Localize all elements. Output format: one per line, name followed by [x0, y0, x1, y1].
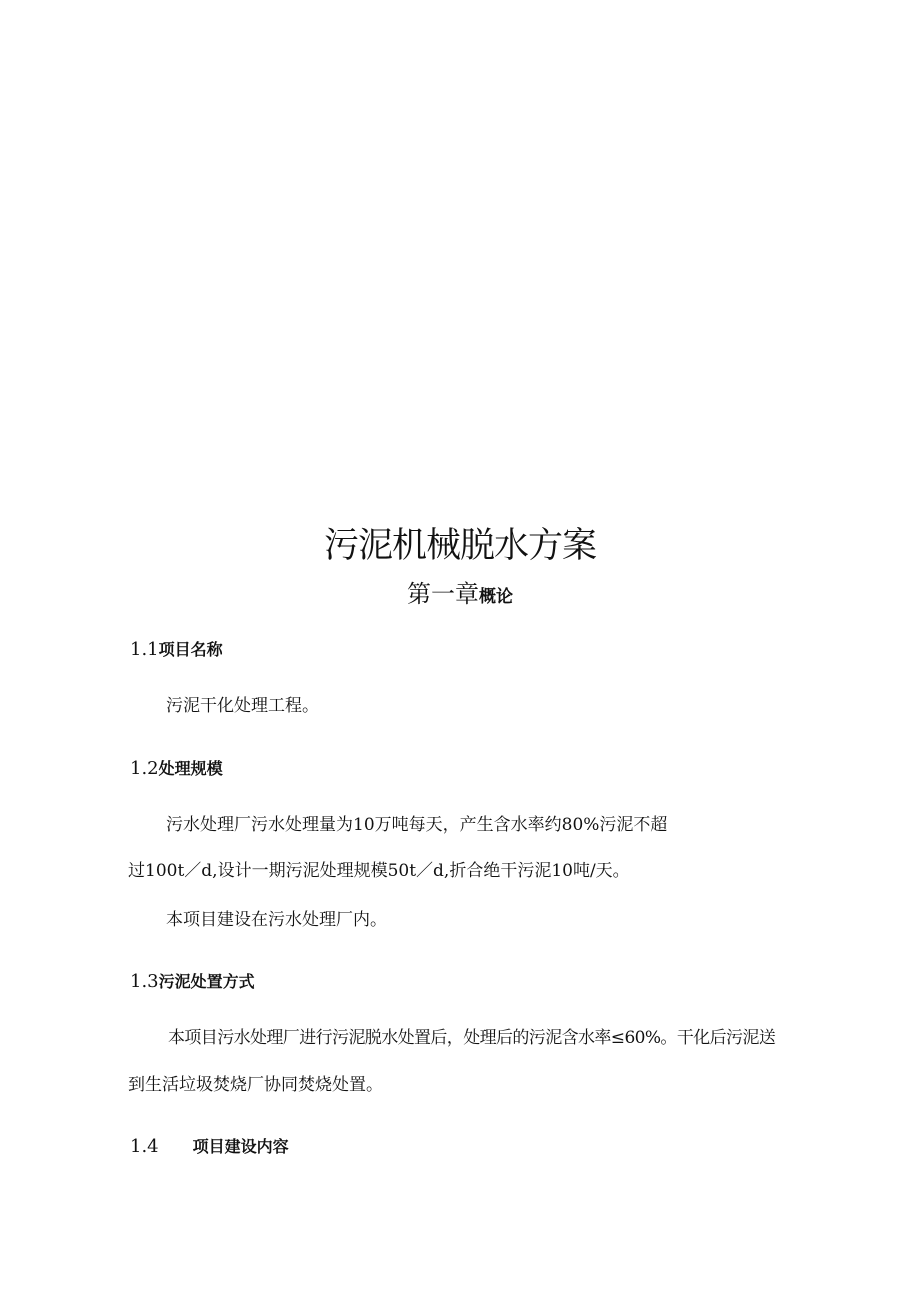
- paragraph-scale-line-2: 过100t／d,设计一期污泥处理规模50t／d,折合绝干污泥10吨/天。: [128, 861, 630, 881]
- section-heading-1-1: [130, 637, 223, 663]
- section-number: 1.1: [130, 639, 159, 660]
- section-heading-1-2: [130, 756, 223, 782]
- section-heading-1-4: [130, 1134, 289, 1160]
- section-number: 1.4: [130, 1136, 159, 1157]
- section-label: 项目名称: [158, 640, 223, 659]
- chapter-number: 第一章: [407, 580, 479, 608]
- section-label: 处理规模: [158, 759, 223, 778]
- chapter-heading: [0, 578, 920, 613]
- paragraph-disposal-line-2: 到生活垃圾焚烧厂协同焚烧处置。: [128, 1075, 383, 1095]
- paragraph-disposal-line-1: 本项目污水处理厂进行污泥脱水处置后，处理后的污泥含水率≤60%。干化后污泥送: [168, 1028, 776, 1048]
- section-number: 1.3: [130, 971, 159, 992]
- paragraph-scale-location: 本项目建设在污水处理厂内。: [166, 910, 387, 930]
- paragraph-project-name: 污泥干化处理工程。: [166, 696, 319, 716]
- document-title: 污泥机械脱水方案: [323, 526, 596, 566]
- paragraph-scale-line-1: 污水处理厂污水处理量为10万吨每天，产生含水率约80%污泥不超: [166, 815, 668, 835]
- section-heading-1-3: [130, 969, 255, 995]
- chapter-name: 概论: [479, 587, 513, 607]
- section-label: 项目建设内容: [192, 1137, 289, 1156]
- section-number: 1.2: [130, 758, 159, 779]
- section-label: 污泥处置方式: [158, 972, 255, 991]
